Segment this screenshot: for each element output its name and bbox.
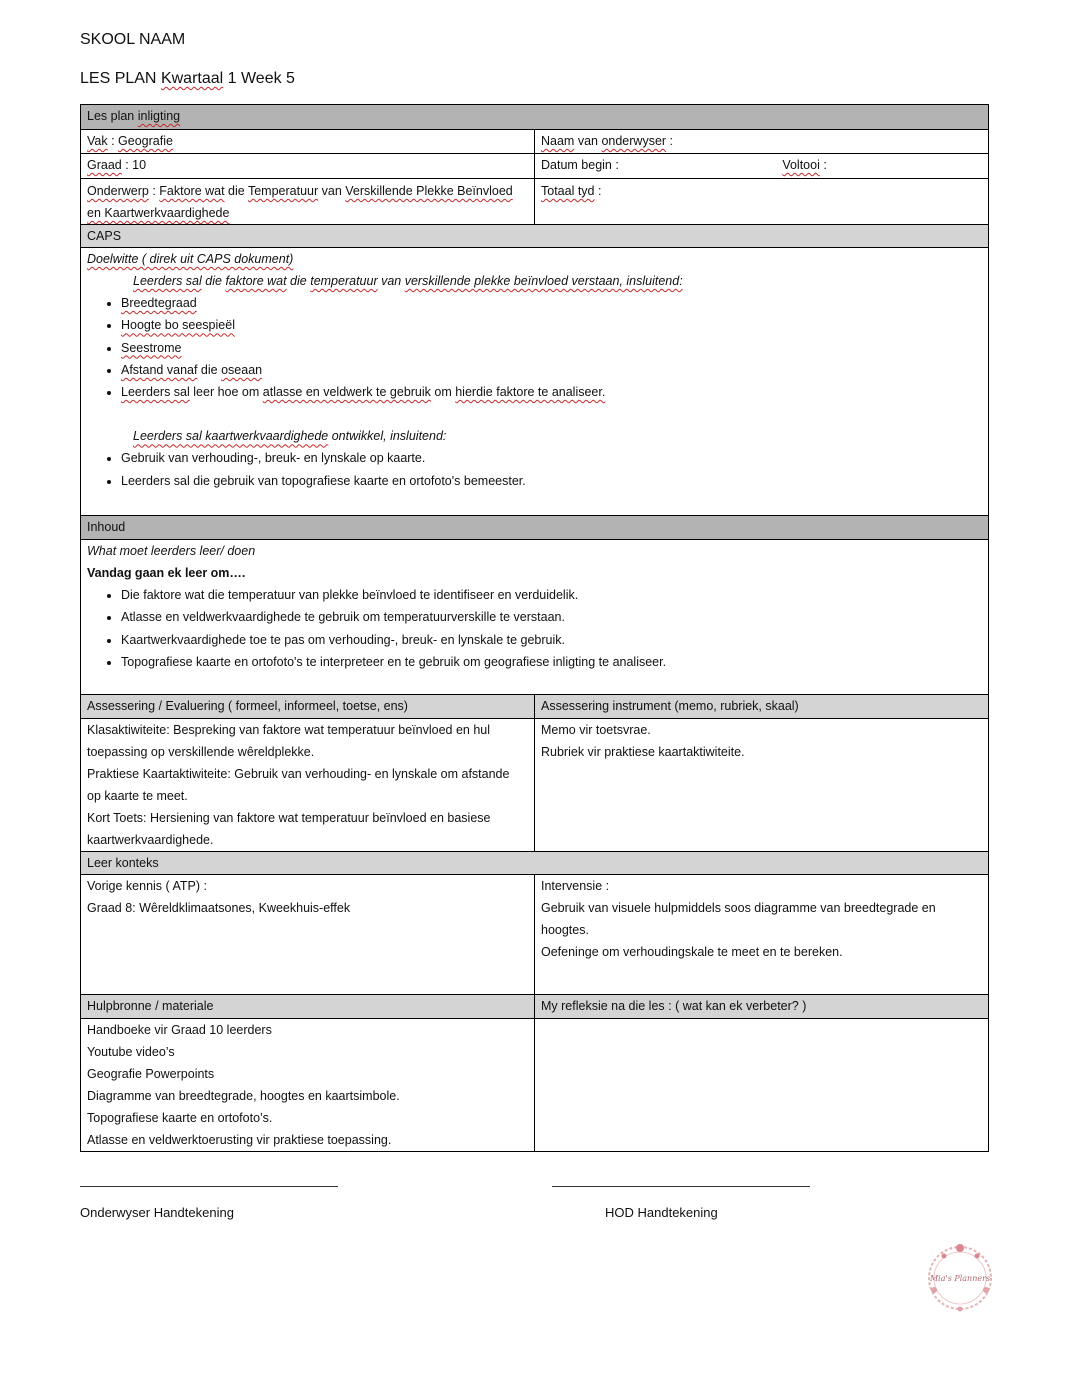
caps-section-row xyxy=(81,225,989,248)
list-item: • Afstand vanaf die oseaan xyxy=(121,359,982,381)
caps-intro-1: Leerders sal die faktore wat die temperatuur van verskillende plekke beïnvloed verstaan, insluitend: xyxy=(133,274,683,288)
lesson-plan-table xyxy=(80,104,989,1152)
list-item: • Topografiese kaarte en ortofoto's te interpreteer en te gebruik om geografiese inligting te analiseer. xyxy=(121,651,982,673)
graad-row xyxy=(81,154,989,179)
caps-content-row xyxy=(81,248,989,516)
list-item: • Leerders sal die gebruik van topografiese kaarte en ortofoto's bemeester. xyxy=(121,470,982,492)
info-section-row xyxy=(81,105,989,130)
list-item: • Breedtegraad xyxy=(121,292,982,314)
floral-wreath-icon xyxy=(920,1238,1000,1318)
list-item: • Kaartwerkvaardighede toe te pas om verhouding-, breuk- en lynskale te gebruik. xyxy=(121,629,982,651)
plan-prefix: LES PLAN xyxy=(80,70,161,87)
datum-begin: Datum begin : xyxy=(541,158,619,172)
inhoud-content-row xyxy=(81,540,989,695)
vak-cell: Vak : Geografie xyxy=(81,130,535,154)
hulpbronne-header: Hulpbronne / materiale xyxy=(81,995,535,1019)
planner-logo xyxy=(920,1238,1000,1318)
list-item: • Atlasse en veldwerkvaardighede te gebruik om temperatuurverskille te verstaan. xyxy=(121,606,982,628)
inhoud-bullets xyxy=(87,584,982,673)
hulpbronne-list: Handboeke vir Graad 10 leerders Youtube video’s Geografie Powerpoints Diagramme van breedtegrade, hoogtes en kaartsimbole. Topografiese kaarte en ortofoto’s. Atlasse en veldwerktoerusting vir praktiese toepassing. xyxy=(81,1019,535,1152)
leer-konteks-section-header: Leer konteks xyxy=(81,852,989,875)
leer-konteks-section-row xyxy=(81,852,989,875)
refleksie-header: My refleksie na die les : ( wat kan ek verbeter? ) xyxy=(535,995,989,1019)
inhoud-content xyxy=(81,540,989,695)
assessering-header-row xyxy=(81,695,989,719)
caps-content xyxy=(81,248,989,516)
datum-cell xyxy=(535,154,989,179)
assessering-header-right: Assessering instrument (memo, rubriek, skaal) xyxy=(535,695,989,719)
assessering-header-left: Assessering / Evaluering ( formeel, informeel, toetse, ens) xyxy=(81,695,535,719)
caps-intro-2: Leerders sal kaartwerkvaardighede ontwikkel, insluitend: xyxy=(133,429,447,444)
graad-value: : 10 xyxy=(121,158,147,172)
leer-konteks-right: Intervensie : Gebruik van visuele hulpmiddels soos diagramme van breedtegrade en hoogtes. Oefeninge om verhoudingskale te meet en te bereken. xyxy=(535,875,989,995)
teacher-signature-line xyxy=(80,1186,338,1187)
list-item: • Seestrome xyxy=(121,337,982,359)
leer-konteks-content-row xyxy=(81,875,989,995)
onderwerp-cell: Onderwerp : Faktore wat die Temperatuur van Verskillende Plekke Beïnvloed en Kaartwerkvaardighede xyxy=(81,179,535,225)
teacher-signature-label: Onderwyser Handtekening xyxy=(80,1205,234,1220)
info-section-header: Les plan inligting xyxy=(81,105,989,130)
leer-konteks-left: Vorige kennis ( ATP) : Graad 8: Wêreldklimaatsones, Kweekhuis-effek xyxy=(81,875,535,995)
onderwerp-row xyxy=(81,179,989,225)
naam-cell: Naam van onderwyser : xyxy=(535,130,989,154)
hulpbronne-content-row xyxy=(81,1019,989,1152)
assessering-content-right: Memo vir toetsvrae. Rubriek vir praktiese kaartaktiwiteite. xyxy=(535,719,989,852)
caps-bullets-2 xyxy=(87,447,982,492)
hod-signature-label: HOD Handtekening xyxy=(605,1205,718,1220)
list-item: • Leerders sal leer hoe om atlasse en veldwerk te gebruik om hierdie faktore te analiseer. xyxy=(121,381,982,403)
inhoud-vandag: Vandag gaan ek leer om…. xyxy=(87,566,246,580)
school-name: SKOOL NAAM xyxy=(80,31,186,48)
refleksie-cell[interactable] xyxy=(535,1019,989,1152)
hod-signature-line xyxy=(552,1186,810,1187)
plan-title xyxy=(80,70,295,88)
doelwitte-heading: Doelwitte ( direk uit CAPS dokument) xyxy=(87,252,294,266)
assessering-content-row xyxy=(81,719,989,852)
plan-term-word: Kwartaal xyxy=(160,70,224,87)
assessering-content-left: Klasaktiwiteite: Bespreking van faktore wat temperatuur beïnvloed en hul toepassing op verskillende wêreldplekke. Praktiese Kaartaktiwiteite: Gebruik van verhouding- en lynskale om afstande op kaarte te meet. Kort Toets: Hersiening van faktore wat temperatuur beïnvloed en basiese kaartwerkvaardighede. xyxy=(81,719,535,852)
list-item: • Die faktore wat die temperatuur van plekke beïnvloed te identifiseer en verduidelik. xyxy=(121,584,982,606)
totaal-cell: Totaal tyd : xyxy=(535,179,989,225)
plan-suffix: 1 Week 5 xyxy=(223,70,295,87)
caps-bullets-1 xyxy=(87,292,982,403)
vak-row xyxy=(81,130,989,154)
list-item: • Hoogte bo seespieël xyxy=(121,314,982,336)
graad-cell: Graad : 10 xyxy=(81,154,535,179)
svg-text:Mia's Planners: Mia's Planners xyxy=(929,1274,991,1283)
inhoud-what: What moet leerders leer/ doen xyxy=(87,544,256,558)
inhoud-section-row xyxy=(81,516,989,540)
caps-section-header: CAPS xyxy=(81,225,989,248)
vak-value: Geografie xyxy=(118,134,173,148)
hulpbronne-header-row xyxy=(81,995,989,1019)
voltooi: Voltooi : xyxy=(782,158,827,172)
list-item: • Gebruik van verhouding-, breuk- en lynskale op kaarte. xyxy=(121,447,982,469)
inhoud-section-header: Inhoud xyxy=(81,516,989,540)
